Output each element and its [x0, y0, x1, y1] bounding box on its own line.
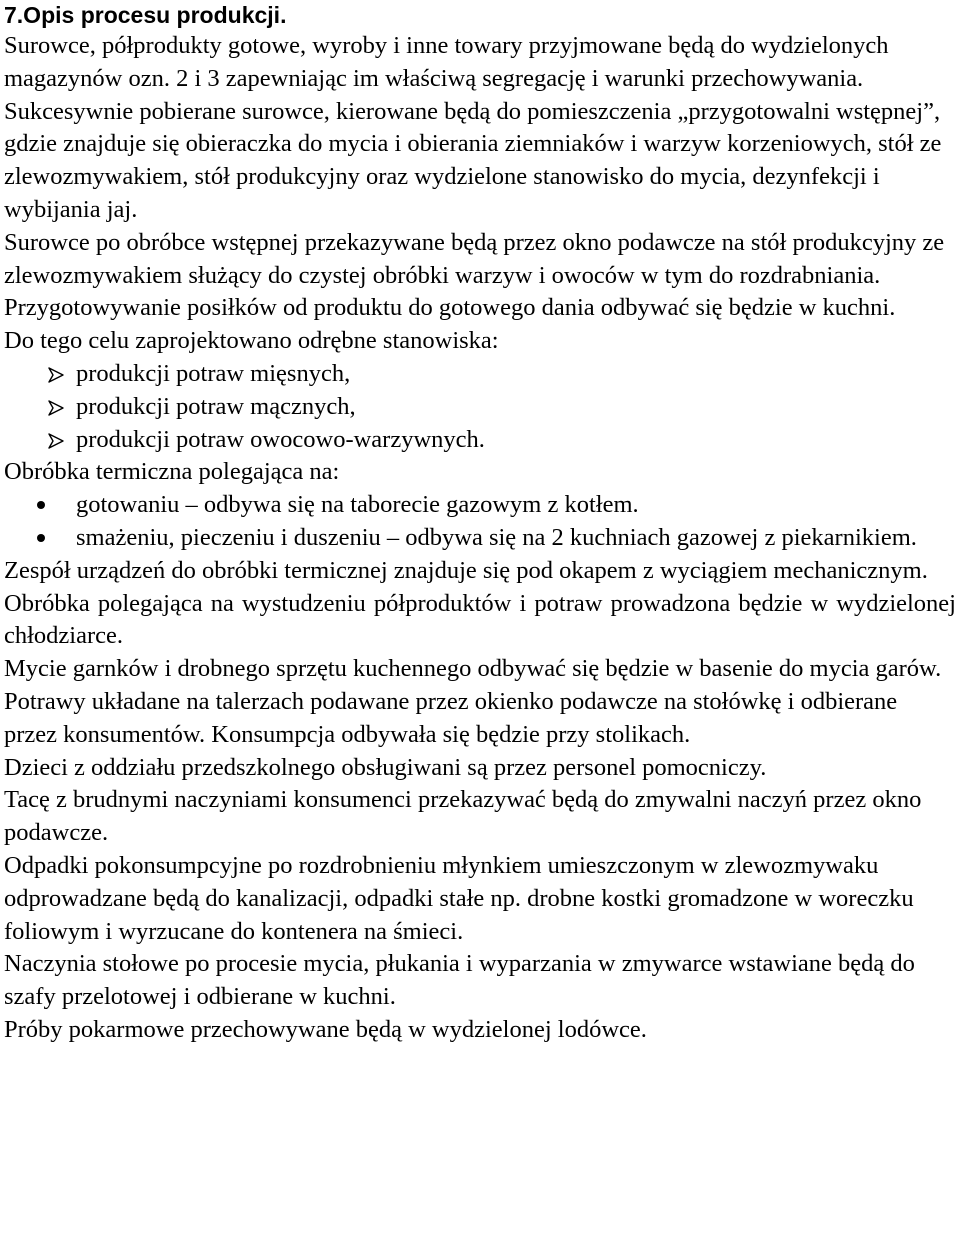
paragraph-meal-preparation: Przygotowywanie posiłków od produktu do gotowego dania odbywać się będzie w kuchni. — [4, 294, 896, 322]
list-item-text: gotowaniu – odbywa się na taborecie gazowym z kotłem. — [76, 491, 639, 519]
arrowhead-icon — [48, 400, 64, 416]
paragraph-preschool: Dzieci z oddziału przedszkolnego obsługiwani są przez personel pomocniczy. — [4, 753, 767, 781]
thermal-list — [4, 489, 956, 555]
arrowhead-icon — [48, 367, 64, 383]
arrowhead-icon — [48, 433, 64, 449]
paragraph-stations-intro: Do tego celu zaprojektowano odrębne stanowiska: — [4, 327, 499, 355]
paragraph-preparation-room: Sukcesywnie pobierane surowce, kierowane będą do pomieszczenia „przygotowalni wstępnej”, gdzie znajduje się obieraczka do mycia i obierania ziemniaków i warzyw korzeniowych, stół ze zlewozmywakiem, stół produkcyjny oraz wydzielone stanowisko do mycia, dezynfekcji i wybijania jaj. — [4, 97, 942, 223]
list-item — [4, 522, 956, 555]
paragraph-after-preprocessing: Surowce po obróbce wstępnej przekazywane będą przez okno podawcze na stół produkcyjny ze zlewozmywakiem służący do czystej obróbki warzyw i owoców w tym do rozdrabniania. — [4, 228, 945, 289]
list-item-text: produkcji potraw mącznych, — [76, 392, 356, 420]
paragraph-food-samples: Próby pokarmowe przechowywane będą w wydzielonej lodówce. — [4, 1015, 647, 1043]
list-item — [4, 489, 956, 522]
paragraph-pot-washing: Mycie garnków i drobnego sprzętu kuchennego odbywać się będzie w basenie do mycia garów. — [4, 655, 942, 683]
paragraph-trays: Tacę z brudnymi naczyniami konsumenci przekazywać będą do zmywalni naczyń przez okno podawcze. — [4, 786, 922, 847]
list-item — [4, 358, 956, 391]
list-item-text: smażeniu, pieczeniu i duszeniu – odbywa się na 2 kuchniach gazowej z piekarnikiem. — [76, 523, 917, 551]
bullet-icon — [37, 534, 45, 542]
list-item-text: produkcji potraw owocowo-warzywnych. — [76, 425, 485, 453]
list-item — [4, 424, 956, 457]
paragraph-serving: Potrawy układane na talerzach podawane przez okienko podawcze na stołówkę i odbierane przez konsumentów. Konsumpcja odbywała się będzie przy stolikach. — [4, 687, 898, 748]
list-item — [4, 391, 956, 424]
paragraph-dishes: Naczynia stołowe po procesie mycia, płukania i wyparzania w zmywarce wstawiane będą do szafy przelotowej i odbierane w kuchni. — [4, 950, 915, 1011]
paragraph-storage: Surowce, półprodukty gotowe, wyroby i inne towary przyjmowane będą do wydzielonych magazynów ozn. 2 i 3 zapewniając im właściwą segregację i warunki przechowywania. — [4, 32, 889, 92]
bullet-icon — [37, 501, 45, 509]
paragraph-thermal-intro: Obróbka termiczna polegająca na: — [4, 458, 340, 486]
paragraph-cooling: Obróbka polegająca na wystudzeniu półproduktów i potraw prowadzona będzie w wydzielonej chłodziarce. — [4, 589, 956, 650]
paragraph-hood: Zespół urządzeń do obróbki termicznej znajduje się pod okapem z wyciągiem mechanicznym. — [4, 556, 928, 584]
list-item-text: produkcji potraw mięsnych, — [76, 359, 351, 387]
section-heading: 7.Opis procesu produkcji. — [4, 2, 287, 28]
document-page — [4, 0, 956, 1047]
stations-list — [4, 358, 956, 456]
paragraph-waste: Odpadki pokonsumpcyjne po rozdrobnieniu młynkiem umieszczonym w zlewozmywaku odprowadzane będą do kanalizacji, odpadki stałe np. drobne kostki gromadzone w woreczku foliowym i wyrzucane do kontenera na śmieci. — [4, 851, 914, 945]
